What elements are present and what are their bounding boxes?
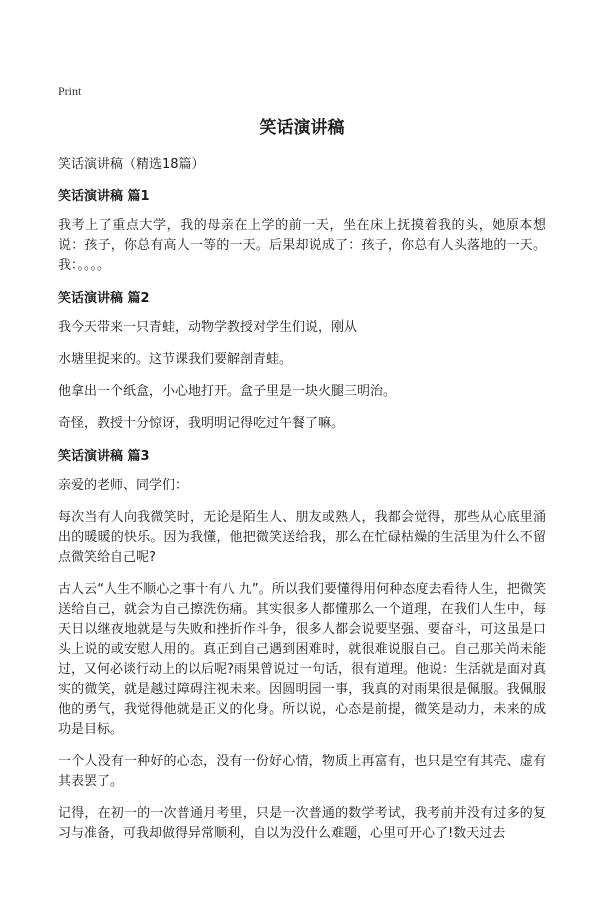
paragraph: 古人云“人生不顺心之事十有八 九”。所以我们要懂得用何种态度去看待人生，把微笑送给自己，就会为自己擦洗伤痛。其实很多人都懂那么一个道理，在我们人生中，每天日以继夜地就是与失败和挫折作斗争，很多人都会说要坚强、要奋斗，可这虽是口头上说的或安慰人用的。真正到自己遇到困难时，就很难说服自己。自己那关尚未能过，又何必谈行动上的以后呢?雨果曾说过一句话，很有道理。他说：生活就是面对真实的微笑，就是越过障碍注视未来。因圆明园一事，我真的对雨果很是佩服。我佩服他的勇气，我觉得他就是正义的化身。所以说，心态是前提，微笑是动力，未来的成功是目标。: [58, 582, 546, 737]
section-heading: 笑话演讲稿 篇1: [58, 189, 150, 204]
document-subtitle: 笑话演讲稿（精选18篇）: [58, 157, 205, 172]
print-label: Print: [58, 84, 82, 98]
paragraph: 他拿出一个纸盒，小心地打开。盒子里是一块火腿三明治。: [58, 384, 397, 399]
paragraph: 亲爱的老师、同学们：: [58, 478, 189, 493]
paragraph: 记得，在初一的一次普通月考里，只是一次普通的数学考试，我考前并没有过多的复习与准备，可我却做得异常顺利，自以为没什么难题，心里可开心了!数天过去: [58, 806, 546, 841]
section-heading: 笑话演讲稿 篇3: [58, 449, 150, 464]
paragraph: 每次当有人向我微笑时，无论是陌生人、朋友或熟人，我都会觉得，那些从心底里涌出的暖暖的快乐。因为我懂，他把微笑送给我，那么在忙碌枯燥的生活里为什么不留点微笑给自己呢?: [58, 510, 546, 565]
section-heading: 笑话演讲稿 篇2: [58, 291, 150, 306]
paragraph: 我今天带来一只青蛙，动物学教授对学生们说，刚从: [58, 320, 358, 335]
paragraph: 一个人没有一种好的心态，没有一份好心情，物质上再富有，也只是空有其壳、虚有其表罢了。: [58, 754, 546, 789]
paragraph: 奇怪，教授十分惊讶，我明明记得吃过午餐了嘛。: [58, 416, 345, 431]
section-3: [58, 446, 546, 844]
paragraph: 水塘里捉来的。这节课我们要解剖青蛙。: [58, 352, 293, 367]
section-2: [58, 288, 546, 434]
section-1: [58, 186, 546, 276]
paragraph: 我考上了重点大学，我的母亲在上学的前一天，坐在床上抚摸着我的头，她原本想说：孩子，你总有高人一等的一天。后果却说成了：孩子，你总有人头落地的一天。我：。。。。: [58, 218, 546, 273]
document-title: 笑话演讲稿: [259, 118, 345, 138]
